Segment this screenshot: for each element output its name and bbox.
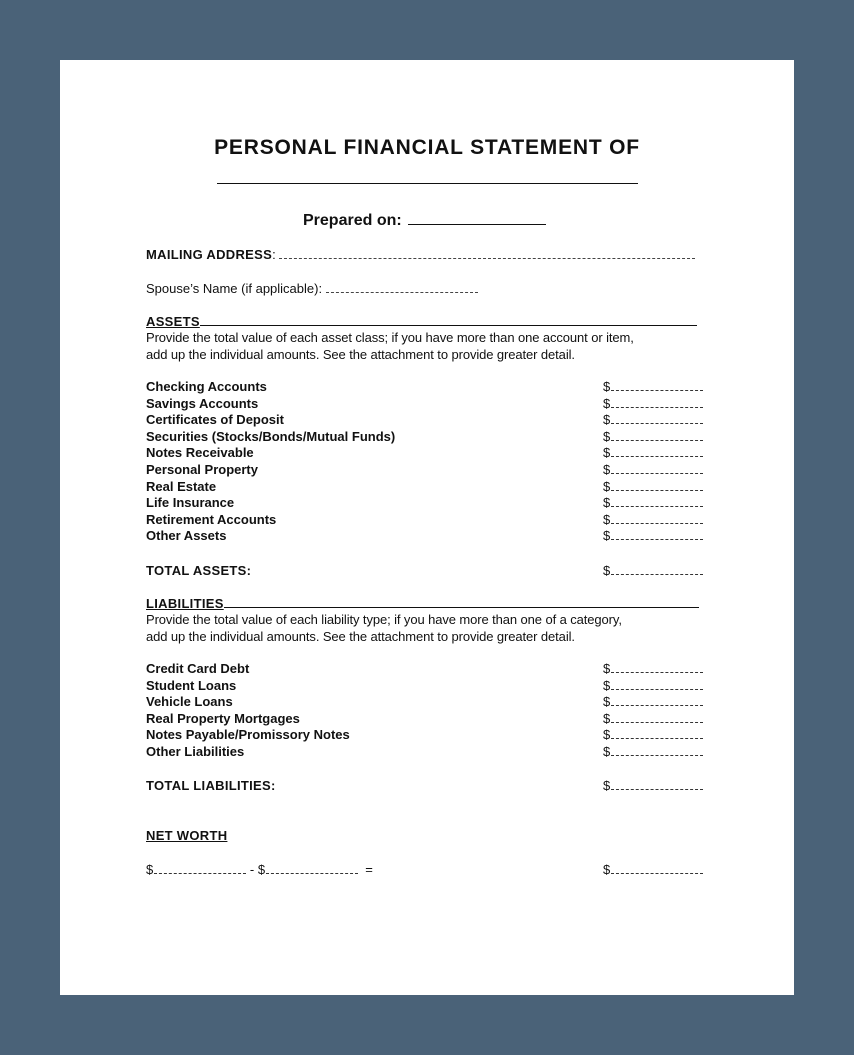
liabilities-heading-rule (224, 597, 699, 608)
spouse-name-blank[interactable] (326, 281, 478, 293)
liability-amount-field[interactable] (611, 727, 703, 739)
asset-item-certificates: Certificates of Deposit (146, 412, 284, 428)
net-worth-result-field[interactable] (611, 862, 703, 874)
liability-item-credit-card: Credit Card Debt (146, 661, 250, 676)
spouse-name-row (146, 281, 478, 296)
liability-item-vehicle-loans: Vehicle Loans (146, 694, 233, 710)
dollar-sign: $ (603, 461, 611, 477)
document-title: PERSONAL FINANCIAL STATEMENT OF (214, 136, 640, 159)
asset-amount-row (603, 445, 703, 462)
dollar-sign: $ (603, 528, 611, 544)
asset-item-retirement: Retirement Accounts (146, 511, 277, 527)
asset-amount-row (603, 495, 703, 512)
dollar-sign: $ (603, 778, 611, 793)
dollar-sign: $ (146, 862, 154, 877)
dollar-sign: $ (603, 743, 611, 759)
liability-amount-row (603, 678, 703, 695)
asset-amount-field[interactable] (611, 379, 703, 391)
liabilities-list (146, 661, 350, 761)
liability-item-other: Other Liabilities (146, 743, 245, 759)
dollar-sign: $ (603, 563, 611, 578)
assets-desc-line-1: Provide the total value of each asset class; if you have more than one account or item, (146, 330, 634, 345)
dollar-sign: $ (603, 862, 611, 877)
asset-amount-field[interactable] (611, 412, 703, 424)
asset-amount-row (603, 528, 703, 545)
dollar-sign: $ (603, 379, 611, 394)
total-assets-field[interactable] (611, 563, 703, 575)
liability-amount-field[interactable] (611, 678, 703, 690)
dollar-sign: $ (603, 495, 611, 511)
net-worth-liabilities-field[interactable] (266, 862, 358, 874)
name-blank-line[interactable] (217, 183, 638, 184)
liability-item-student-loans: Student Loans (146, 677, 237, 693)
mailing-address-colon: : (272, 247, 276, 262)
asset-amount-field[interactable] (611, 429, 703, 441)
asset-item-savings: Savings Accounts (146, 395, 259, 411)
asset-amount-field[interactable] (611, 495, 703, 507)
liability-amount-field[interactable] (611, 711, 703, 723)
net-worth-amount (603, 862, 703, 879)
total-liabilities-label: TOTAL LIABILITIES: (146, 778, 276, 793)
mailing-address-row (146, 247, 695, 262)
assets-list (146, 379, 395, 545)
net-worth-assets-field[interactable] (154, 862, 246, 874)
liability-amount-row (603, 661, 703, 678)
liability-item-notes-payable: Notes Payable/Promissory Notes (146, 727, 350, 743)
dollar-sign: $ (603, 661, 611, 676)
mailing-address-label: MAILING ADDRESS (146, 247, 273, 262)
total-assets-amount (603, 563, 703, 580)
form-page (60, 60, 794, 995)
liability-amount-row (603, 711, 703, 728)
assets-description (146, 330, 634, 363)
asset-item-securities: Securities (Stocks/Bonds/Mutual Funds) (146, 428, 396, 444)
asset-item-personal-property: Personal Property (146, 461, 258, 477)
asset-amount-field[interactable] (611, 479, 703, 491)
liability-amount-row (603, 727, 703, 744)
asset-amount-field[interactable] (611, 512, 703, 524)
total-liabilities-field[interactable] (611, 778, 703, 790)
liability-item-mortgages: Real Property Mortgages (146, 710, 300, 726)
asset-amount-row (603, 479, 703, 496)
liabilities-desc-line-1: Provide the total value of each liability type; if you have more than one of a category, (146, 612, 622, 627)
dollar-sign: $ (603, 727, 611, 743)
asset-amount-field[interactable] (611, 528, 703, 540)
dollar-sign: $ (603, 511, 611, 527)
dollar-sign: $ (603, 445, 611, 461)
asset-amount-row (603, 462, 703, 479)
liabilities-heading: LIABILITIES (146, 596, 224, 611)
liability-amount-row (603, 694, 703, 711)
asset-amount-field[interactable] (611, 445, 703, 457)
assets-heading-row (146, 314, 697, 329)
asset-item-other: Other Assets (146, 528, 227, 544)
dollar-sign: $ (603, 428, 611, 444)
asset-item-checking: Checking Accounts (146, 379, 267, 394)
total-liabilities-amount (603, 778, 703, 795)
spouse-name-label: Spouse’s Name (if applicable): (146, 281, 323, 296)
dollar-sign: $ (257, 862, 266, 877)
asset-item-notes-receivable: Notes Receivable (146, 445, 254, 461)
liabilities-description (146, 612, 622, 645)
asset-amount-field[interactable] (611, 396, 703, 408)
assets-heading-rule (200, 315, 697, 326)
asset-amount-row (603, 412, 703, 429)
liabilities-heading-row (146, 596, 699, 611)
assets-desc-line-2: add up the individual amounts. See the attachment to provide greater detail. (146, 346, 575, 362)
liability-amount-field[interactable] (611, 694, 703, 706)
asset-amount-row (603, 429, 703, 446)
liability-amount-row (603, 744, 703, 761)
asset-item-life-insurance: Life Insurance (146, 495, 235, 511)
asset-amount-row (603, 379, 703, 396)
assets-amounts (603, 379, 703, 545)
liability-amount-field[interactable] (611, 744, 703, 756)
asset-item-real-estate: Real Estate (146, 478, 217, 494)
dollar-sign: $ (603, 412, 611, 428)
dollar-sign: $ (603, 694, 611, 710)
prepared-on-row (303, 210, 546, 230)
equals-sign: = (365, 862, 373, 877)
minus-sign: - (249, 862, 255, 877)
net-worth-heading: NET WORTH (146, 828, 228, 843)
asset-amount-row (603, 512, 703, 529)
prepared-on-label: Prepared on: (303, 212, 402, 229)
liability-amount-field[interactable] (611, 661, 703, 673)
dollar-sign: $ (603, 677, 611, 693)
liabilities-desc-line-2: add up the individual amounts. See the attachment to provide greater detail. (146, 628, 575, 644)
dollar-sign: $ (603, 395, 611, 411)
mailing-address-blank[interactable] (279, 247, 695, 259)
asset-amount-row (603, 396, 703, 413)
assets-heading: ASSETS (146, 314, 200, 329)
asset-amount-field[interactable] (611, 462, 703, 474)
total-assets-label: TOTAL ASSETS: (146, 563, 252, 578)
dollar-sign: $ (603, 710, 611, 726)
dollar-sign: $ (603, 478, 611, 494)
prepared-on-blank[interactable] (408, 210, 546, 225)
net-worth-formula (146, 862, 373, 877)
liabilities-amounts (603, 661, 703, 761)
